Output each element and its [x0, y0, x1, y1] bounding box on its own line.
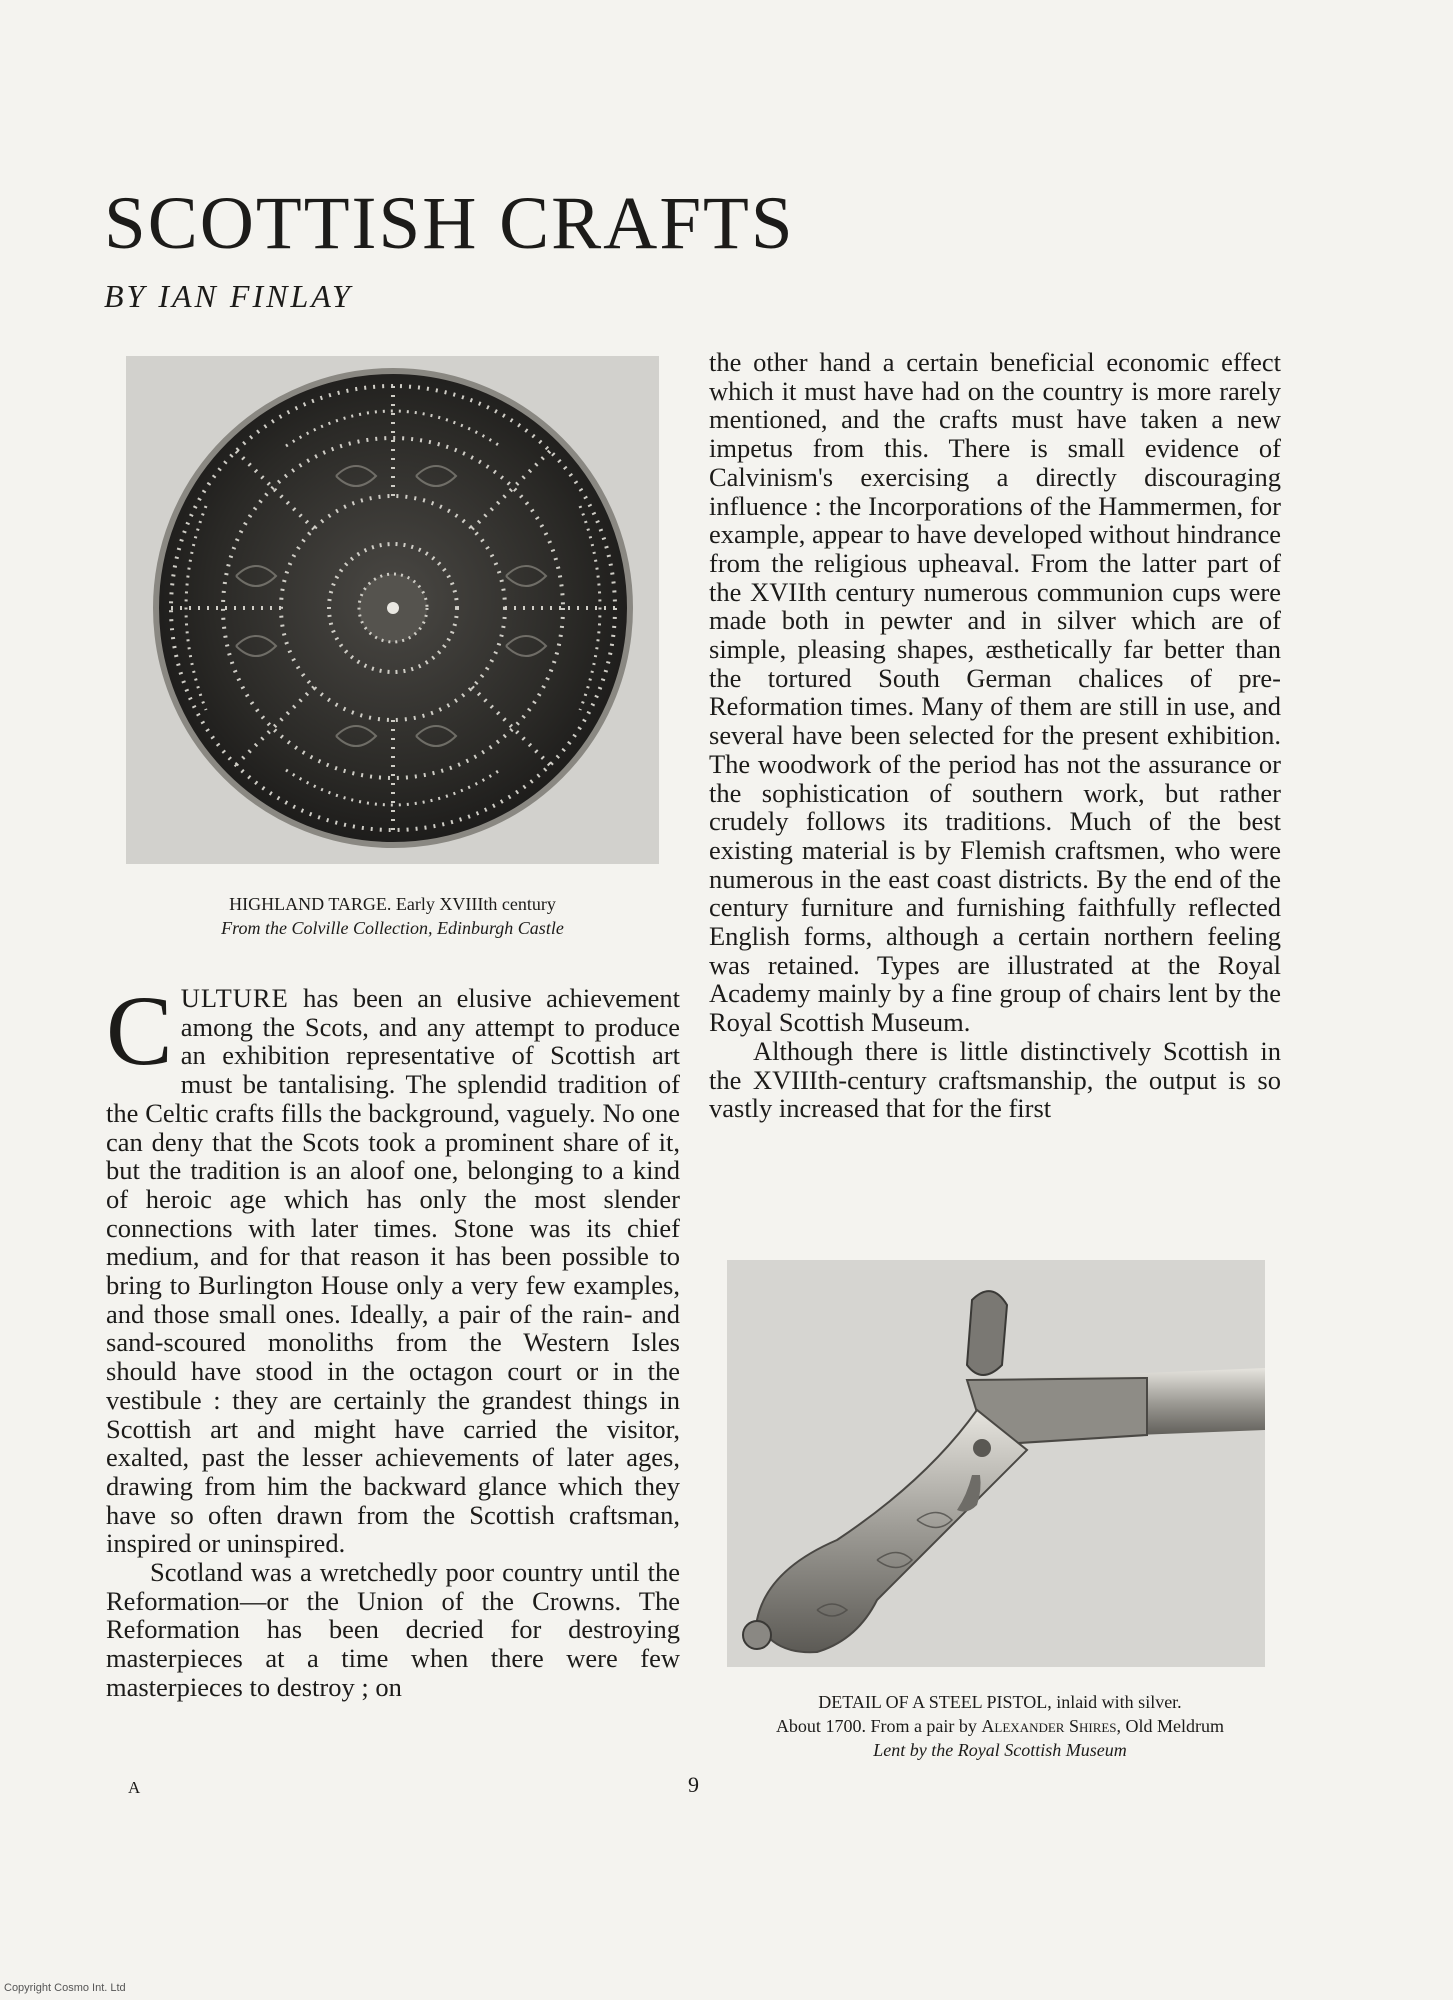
figure1-caption-credit: From the Colville Collection, Edinburgh Castle — [221, 918, 564, 938]
figure2-caption-title: DETAIL OF A STEEL PISTOL, inlaid with silver. — [818, 1692, 1182, 1712]
right-column — [709, 348, 1281, 1123]
article-title: SCOTTISH CRAFTS — [104, 182, 795, 265]
figure2-caption-source: About 1700. From a pair by Alexander Shires, Old Meldrum — [775, 1716, 1225, 1736]
article-byline: BY IAN FINLAY — [104, 278, 353, 314]
figure1-caption — [126, 892, 659, 940]
left-para-1-text: has been an elusive achievement among the Scots, and any attempt to produce an exhibition representative of Scottish art must be tantalising. The splendid tradition of the Celtic crafts fills the background, vaguely. No one can deny that the Scots took a prominent share of it, but the tradition is an aloof one, belonging to a kind of heroic age which has only the most slender connections with later times. Stone was its chief medium, and for that reason it has been possible to bring to Burlington House only a very few examples, and those small ones. Ideally, a pair of the rain- and sand-scoured monoliths from the Western Isles should have stood in the octagon court or in the vestibule : they are certainly the grandest things in Scottish art and might have carried the visitor, exalted, past the lesser achievements of later ages, drawing from him the backward glance which they have so often drawn from the Scottish craftsman, inspired or uninspired. — [106, 983, 680, 1559]
maker-name: Alexander Shires — [981, 1716, 1117, 1736]
left-para-2: Scotland was a wretchedly poor country until the Reformation—or the Union of the Crowns. The Reformation has been decried for destroying masterpieces at a time when there were few masterpieces to destroy ; on — [106, 1557, 680, 1702]
page-number: 9 — [688, 1772, 699, 1797]
pistol-illustration — [727, 1260, 1265, 1667]
steel-pistol-photo — [727, 1260, 1265, 1667]
copyright-notice: Copyright Cosmo Int. Ltd — [4, 1982, 126, 1994]
right-para-1: the other hand a certain beneficial economic effect which it must have had on the country is more rarely mentioned, and the crafts must have taken a new impetus from this. There is small evidence of Calvinism's exercising a directly discouraging influence : the Incorporations of the Hammermen, for example, appear to have developed without hindrance from the religious upheaval. From the latter part of the XVIIth century numerous communion cups were made both in pewter and in silver which are of simple, pleasing shapes, æsthetically far better than the tortured South German chalices of pre-Reformation times. Many of them are still in use, and several have been selected for the present exhibition. The woodwork of the period has not the assurance or the sophistication of southern work, but rather crudely follows its traditions. Much of the best existing material is by Flemish craftsmen, who were numerous in the east coast districts. By the end of the century furniture and furnishing faithfully reflected English forms, although a certain northern feeling was retained. Types are illustrated at the Royal Academy mainly by a fine group of chairs lent by the Royal Scottish Museum. — [709, 347, 1281, 1038]
signature-mark: A — [128, 1778, 141, 1797]
left-para-1 — [106, 975, 680, 1559]
drop-cap: C — [106, 975, 173, 1086]
figure1-caption-title: HIGHLAND TARGE. Early XVIIIth century — [229, 894, 556, 914]
left-column — [106, 975, 680, 1702]
highland-targe-photo — [126, 356, 659, 864]
figure2-caption — [700, 1690, 1300, 1762]
lead-caps: ULTURE — [180, 983, 289, 1013]
figure2-caption-credit: Lent by the Royal Scottish Museum — [873, 1740, 1127, 1760]
targe-illustration — [126, 356, 659, 864]
right-para-2: Although there is little distinctively Scottish in the XVIIIth-century craftsmanship, the output is so vastly increased that for the first — [709, 1035, 1281, 1124]
